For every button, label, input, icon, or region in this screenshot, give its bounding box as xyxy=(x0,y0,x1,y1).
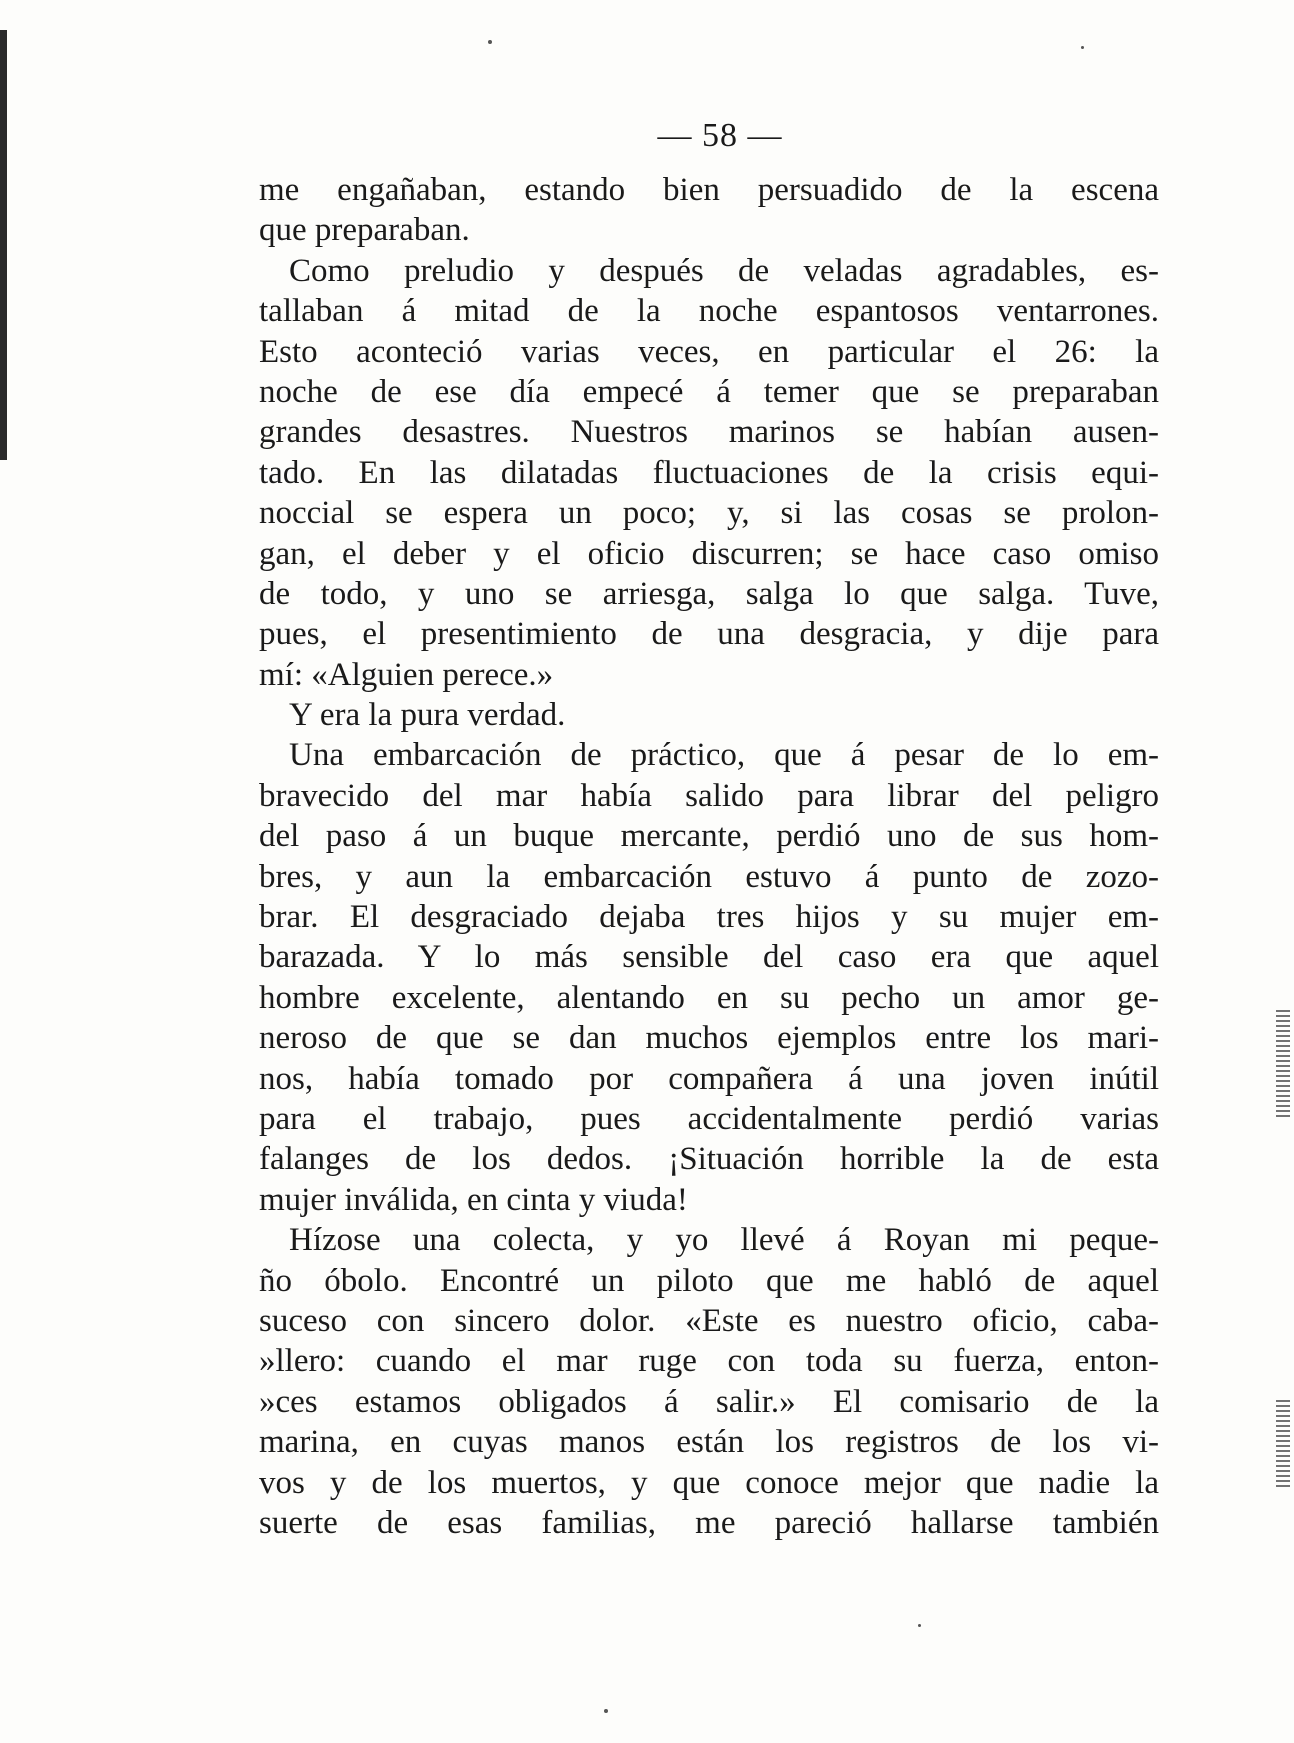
scan-margin-marks xyxy=(1276,1010,1290,1120)
text-line: bravecido del mar había salido para librar del peligro xyxy=(259,777,1159,814)
page-number: — 58 — xyxy=(657,117,783,154)
text-line: falanges de los dedos. ¡Situación horrible la de esta xyxy=(259,1141,1159,1178)
binding-edge-shadow xyxy=(0,30,7,460)
text-line: suerte de esas familias, me pareció hallarse también xyxy=(259,1504,1159,1541)
text-line: marina, en cuyas manos están los registros de los vi- xyxy=(259,1424,1159,1461)
text-line: tallaban á mitad de la noche espantosos ventarrones. xyxy=(259,293,1159,330)
text-line: gan, el deber y el oficio discurren; se hace caso omiso xyxy=(259,535,1159,572)
text-line: vos y de los muertos, y que conoce mejor que nadie la xyxy=(259,1464,1159,1501)
text-line: pues, el presentimiento de una desgracia, y dije para xyxy=(259,616,1159,653)
text-line: Hízose una colecta, y yo llevé á Royan mi peque- xyxy=(289,1222,1159,1259)
scan-speck xyxy=(1081,46,1084,49)
scan-speck xyxy=(488,40,492,44)
text-line: bres, y aun la embarcación estuvo á punto de zozo- xyxy=(259,858,1159,895)
text-line: me engañaban, estando bien persuadido de la escena xyxy=(259,172,1159,208)
text-line: Como preludio y después de veladas agradables, es- xyxy=(289,252,1159,289)
text-line: »ces estamos obligados á salir.» El comisario de la xyxy=(259,1383,1159,1420)
text-line: brar. El desgraciado dejaba tres hijos y su mujer em- xyxy=(259,899,1159,936)
text-line: noche de ese día empecé á temer que se preparaban xyxy=(259,373,1159,410)
text-line: de todo, y uno se arriesga, salga lo que salga. Tuve, xyxy=(259,575,1159,612)
text-line: mujer inválida, en cinta y viuda! xyxy=(259,1181,688,1218)
body-text xyxy=(259,170,1159,1543)
text-line: barazada. Y lo más sensible del caso era que aquel xyxy=(259,939,1159,976)
scan-speck xyxy=(604,1709,608,1713)
scan-speck xyxy=(918,1624,921,1627)
text-line: »llero: cuando el mar ruge con toda su fuerza, enton- xyxy=(259,1343,1159,1380)
text-line: neroso de que se dan muchos ejemplos entre los mari- xyxy=(259,1020,1159,1057)
text-line: hombre excelente, alentando en su pecho un amor ge- xyxy=(259,979,1159,1016)
text-line: tado. En las dilatadas fluctuaciones de la crisis equi- xyxy=(259,454,1159,491)
text-line: ño óbolo. Encontré un piloto que me habló de aquel xyxy=(259,1262,1159,1299)
text-line: del paso á un buque mercante, perdió uno de sus hom- xyxy=(259,818,1159,855)
text-line: noccial se espera un poco; y, si las cosas se prolon- xyxy=(259,495,1159,532)
text-line: Y era la pura verdad. xyxy=(289,697,566,734)
scan-margin-marks xyxy=(1276,1400,1290,1490)
text-line: suceso con sincero dolor. «Este es nuestro oficio, caba- xyxy=(259,1302,1159,1339)
text-line: grandes desastres. Nuestros marinos se habían ausen- xyxy=(259,414,1159,451)
text-line: nos, había tomado por compañera á una joven inútil xyxy=(259,1060,1159,1097)
text-line: Una embarcación de práctico, que á pesar de lo em- xyxy=(289,737,1159,774)
text-line: mí: «Alguien perece.» xyxy=(259,656,554,693)
text-line: Esto aconteció varias veces, en particular el 26: la xyxy=(259,333,1159,370)
text-line: para el trabajo, pues accidentalmente perdió varias xyxy=(259,1100,1159,1137)
text-line: que preparaban. xyxy=(259,212,470,249)
